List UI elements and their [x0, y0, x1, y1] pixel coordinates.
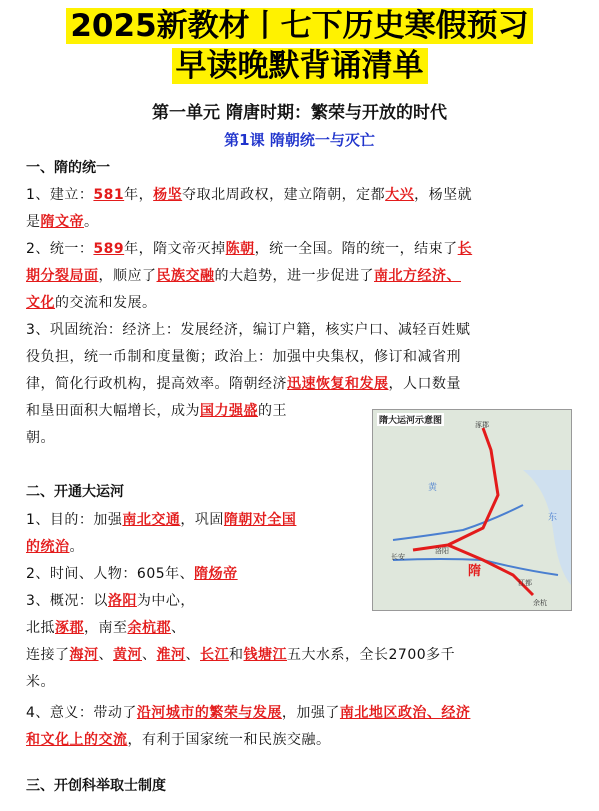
map-label-huang: 黄: [428, 483, 438, 493]
map-label-changan: 长安: [391, 553, 405, 561]
section-heading-unification: 一、隋的统一: [26, 160, 110, 176]
item-consolidate: 3、巩固统治：经济上：发展经济，编订户籍，核实户口、减轻百姓赋 役负担，统一币制和度量衡；政治上：加强中央集权，修订和减省刑 律，简化行政机构，提高效率。隋朝经济迅速恢复和发展，人口数量 和垦田面积大幅增长，成为国力强盛的王 朝。: [26, 322, 471, 446]
canal-time-person: 2、时间、人物：605年、隋炀帝: [26, 566, 238, 582]
grand-canal-map: [372, 409, 572, 611]
unit-title: 第一单元 隋唐时期：繁荣与开放的时代: [152, 103, 447, 123]
map-title: 隋大运河示意图: [377, 413, 444, 426]
map-label-yuhang: 余杭: [533, 599, 547, 607]
canal-overview-a: 3、概况：以洛阳为中心， 北抵涿郡，南至余杭郡、: [26, 593, 195, 636]
canal-significance: 4、意义：带动了沿河城市的繁荣与发展，加强了南北地区政治、经济 和文化上的交流，有利于国家统一和民族交融。: [26, 705, 471, 748]
section-heading-exam: 三、开创科举取士制度: [26, 778, 166, 794]
map-label-zhuojun: 涿郡: [475, 421, 489, 429]
map-label-sui: 隋: [468, 564, 482, 579]
canal-purpose: 1、目的：加强南北交通，巩固隋朝对全国 的统治。: [26, 512, 297, 555]
map-label-jiangdu: 江都: [518, 579, 532, 587]
section-heading-canal: 二、开通大运河: [26, 484, 124, 500]
map-label-east: 东: [548, 513, 558, 523]
map-drawing: [373, 410, 571, 610]
lesson-title: 第1课 隋朝统一与灭亡: [224, 131, 375, 149]
page-title-line1: 2025新教材丨七下历史寒假预习: [0, 6, 599, 46]
map-label-luoyang: 洛阳: [435, 547, 449, 555]
canal-overview-b: 连接了海河、黄河、淮河、长江和钱塘江五大水系，全长2700多千 米。: [26, 647, 456, 690]
page-title-line2: 早读晚默背诵清单: [0, 46, 599, 86]
item-establish: 1、建立：581年，杨坚夺取北周政权，建立隋朝，定都大兴，杨坚就 是隋文帝。: [26, 187, 473, 230]
item-unify: 2、统一：589年，隋文帝灭掉陈朝，统一全国。隋的统一，结束了长 期分裂局面，顺应了民族交融的大趋势，进一步促进了南北方经济、 文化的交流和发展。: [26, 241, 473, 311]
